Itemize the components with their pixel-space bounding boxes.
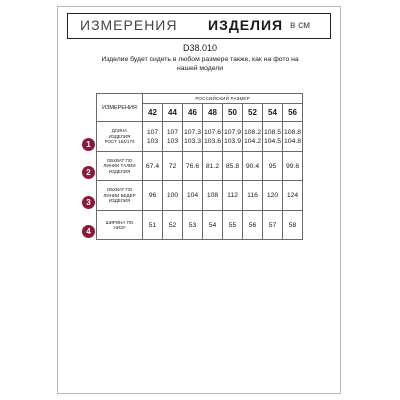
table-cell: 85.8 xyxy=(223,152,243,181)
table-cell xyxy=(143,122,163,152)
cell-value: 104.5 xyxy=(263,137,281,145)
cell-value: 107.3 xyxy=(183,128,201,136)
table-cell xyxy=(243,122,263,152)
table-row xyxy=(97,152,303,181)
measurement-badge-1: 1 xyxy=(82,138,95,151)
row-label-line: ОБХВАТ ПО xyxy=(106,157,133,163)
table-cell: 120 xyxy=(263,181,283,211)
row-label xyxy=(97,152,143,181)
cell-value: 107.6 xyxy=(203,128,221,136)
size-header: 42 xyxy=(143,104,163,122)
size-header: 56 xyxy=(283,104,303,122)
table-cell: 99.6 xyxy=(283,152,303,181)
table-cell: 112 xyxy=(223,181,243,211)
cell-value: 108.8 xyxy=(284,128,302,136)
table-cell: 104 xyxy=(183,181,203,211)
cell-value: 107.9 xyxy=(223,128,241,136)
row-label xyxy=(97,211,143,240)
row-label-line: ЛИНИИ ТАЛИИ xyxy=(103,163,136,169)
row-label-line: ИЗДЕЛИЯ xyxy=(108,198,131,204)
row-label xyxy=(97,122,143,152)
row-label-line: НИЗУ xyxy=(113,225,126,230)
table-cell: 116 xyxy=(243,181,263,211)
table-cell: 54 xyxy=(203,211,223,240)
table-cell: 96 xyxy=(143,181,163,211)
group-label: РОССИЙСКИЙ РАЗМЕР xyxy=(143,94,303,104)
table-cell: 51 xyxy=(143,211,163,240)
size-header: 52 xyxy=(243,104,263,122)
header-title-light: ИЗМЕРЕНИЯ xyxy=(80,17,178,33)
table-row xyxy=(97,211,303,240)
cell-value: 104.2 xyxy=(243,137,261,145)
cell-value: 104.8 xyxy=(284,137,302,145)
table-cell xyxy=(203,122,223,152)
cell-value: 108.5 xyxy=(263,128,281,136)
fit-note-line: нашей модели xyxy=(176,65,224,72)
header-box xyxy=(67,13,331,39)
cell-value: 108.2 xyxy=(243,128,261,136)
row-label-line: ЛИНИИ БЕДЕР xyxy=(103,192,136,198)
table-cell: 76.6 xyxy=(183,152,203,181)
table-cell: 95 xyxy=(263,152,283,181)
row-label-line: ОБХВАТ ПО xyxy=(106,187,133,193)
size-header: 54 xyxy=(263,104,283,122)
row-label-line: ИЗДЕЛИЯ xyxy=(108,133,131,139)
size-table xyxy=(96,93,303,240)
row-label-line: ИЗДЕЛИЯ xyxy=(108,168,131,174)
size-header: 44 xyxy=(163,104,183,122)
table-cell: 55 xyxy=(223,211,243,240)
table-cell: 124 xyxy=(283,181,303,211)
row-label-line: ДЛИНА xyxy=(111,128,128,134)
cell-value: 107 xyxy=(166,128,179,136)
row-label xyxy=(97,181,143,211)
table-cell xyxy=(163,122,183,152)
measurement-badge-2: 2 xyxy=(82,166,95,179)
table-cell: 67.4 xyxy=(143,152,163,181)
corner-label: ИЗМЕРЕНИЯ xyxy=(97,94,143,122)
table-cell: 57 xyxy=(263,211,283,240)
table-cell: 100 xyxy=(163,181,183,211)
table-cell: 108 xyxy=(203,181,223,211)
cell-value: 103.6 xyxy=(203,137,221,145)
measurement-badge-3: 3 xyxy=(82,196,95,209)
table-cell xyxy=(263,122,283,152)
measurement-badge-4: 4 xyxy=(82,225,95,238)
table-cell xyxy=(223,122,243,152)
size-header: 48 xyxy=(203,104,223,122)
size-header: 46 xyxy=(183,104,203,122)
cell-value: 103 xyxy=(166,137,179,145)
table-cell: 58 xyxy=(283,211,303,240)
table-row xyxy=(97,122,303,152)
table-cell xyxy=(283,122,303,152)
table-row xyxy=(97,181,303,211)
fit-note xyxy=(100,55,300,73)
table-cell: 90.4 xyxy=(243,152,263,181)
table-cell: 53 xyxy=(183,211,203,240)
table-cell: 56 xyxy=(243,211,263,240)
cell-value: 103.9 xyxy=(223,137,241,145)
cell-value: 107 xyxy=(146,128,159,136)
table-cell: 52 xyxy=(163,211,183,240)
row-label-line: ШИРИНА ПО xyxy=(105,219,134,225)
table-cell: 81.2 xyxy=(203,152,223,181)
product-code: D38.010 xyxy=(182,43,218,53)
row-label-line: РОСТ 164/170 xyxy=(104,139,135,145)
table-cell xyxy=(183,122,203,152)
header-unit: в см xyxy=(290,20,310,31)
fit-note-line: Изделие будет сидеть в любом размере также, как на фото на xyxy=(101,56,299,63)
header-title-bold: ИЗДЕЛИЯ xyxy=(208,17,284,33)
table-cell: 72 xyxy=(163,152,183,181)
cell-value: 103 xyxy=(146,137,159,145)
size-header: 50 xyxy=(223,104,243,122)
cell-value: 103.3 xyxy=(183,137,201,145)
